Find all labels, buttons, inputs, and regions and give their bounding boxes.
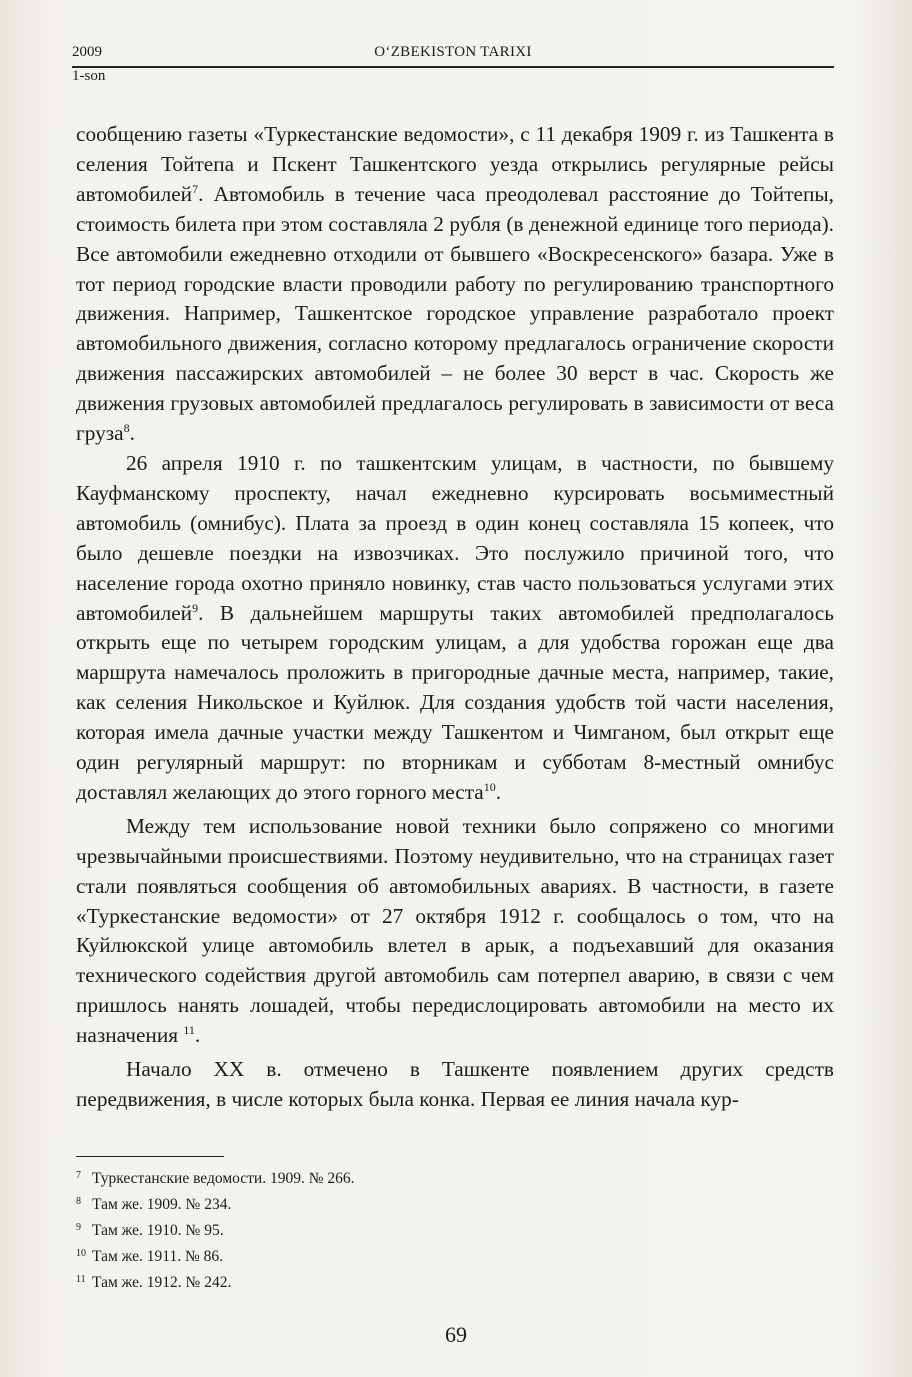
text-run: . bbox=[129, 421, 135, 446]
text-run: . В дальнейшем маршруты таких автомобилей предполагалось открыть еще по четырем городским улицам, а для удобства горожан еще два маршрута намечалось проложить в пригородные дачные места, например, такие, как селения Никольское и Куйлюк. Для создания удобств той части населения, которая имела дачные участки между Ташкентом и Чимганом, был открыт еще один регулярный маршрут: по вторникам и субботам 8-местный омнибус доставлял желающих до этого горного места bbox=[76, 600, 834, 804]
footnote-text: Там же. 1911. № 86. bbox=[92, 1248, 223, 1265]
footnote-ref: 11 bbox=[183, 1023, 195, 1038]
text-run: 26 апреля 1910 г. по ташкентским улицам, в частности, по бывшему Кауфманскому проспекту, начал ежедневно курсировать восьмиместный автомобиль (омнибус). Плата за проезд в один конец составляла 15 копеек, что было дешевле поездки на извозчиках. Это послужило причиной того, что население города охотно приняло новинку, став часто пользоваться услугами этих автомобилей bbox=[76, 450, 834, 625]
paragraph bbox=[76, 449, 834, 808]
footnote bbox=[76, 1190, 676, 1216]
text-run: сообщению газеты «Туркестанские ведомости», с 11 декабря 1909 г. из Ташкента в селения Тойтепа и Пскент Ташкентского уезда открылись регулярные рейсы автомобилей bbox=[76, 122, 834, 206]
footnote-ref: 10 bbox=[483, 779, 496, 794]
footnote-number: 8 bbox=[76, 1196, 81, 1207]
article-body bbox=[76, 120, 834, 1115]
paragraph bbox=[76, 812, 834, 1051]
header-issue: 1-son bbox=[72, 68, 106, 84]
footnote bbox=[76, 1268, 676, 1294]
footnote-rule bbox=[76, 1156, 224, 1157]
footnote bbox=[76, 1242, 676, 1268]
footnotes bbox=[76, 1164, 676, 1294]
text-run: Начало XX в. отмечено в Ташкенте появлением других средств передвижения, в числе которых была конка. Первая ее линия начала кур- bbox=[76, 1057, 834, 1111]
footnote-number: 9 bbox=[76, 1222, 81, 1233]
footnote bbox=[76, 1216, 676, 1242]
footnote-number: 10 bbox=[76, 1248, 86, 1259]
footnote-text: Там же. 1912. № 242. bbox=[92, 1274, 232, 1291]
footnote-ref: 9 bbox=[192, 600, 199, 615]
footnote-number: 11 bbox=[76, 1274, 86, 1285]
text-run: . Автомобиль в течение часа преодолевал расстояние до Тойтепы, стоимость билета при этом составляла 2 рубля (в денежной единице того периода). Все автомобили ежедневно отходили от бывшего «Воскресенского» базара. Уже в тот период городские власти проводили работу по регулированию транспортного движения. Например, Ташкентское городское управление разработало проект автомобильного движения, согласно которому предлагалось ограничение скорости движения пассажирских автомобилей – не более 30 верст в час. Скорость же движения грузовых автомобилей предлагалось регулировать в зависимости от веса груза bbox=[76, 181, 834, 446]
text-run: . bbox=[194, 1023, 201, 1048]
text-run: . bbox=[495, 779, 502, 804]
header-year: 2009 bbox=[72, 44, 102, 60]
header-rule bbox=[72, 66, 834, 68]
page-number: 69 bbox=[445, 1322, 467, 1347]
footnote-text: Там же. 1910. № 95. bbox=[92, 1222, 224, 1239]
footnote-text: Туркестанские ведомости. 1909. № 266. bbox=[92, 1170, 355, 1187]
text-run: Между тем использование новой техники было сопряжено со многими чрезвычайными происшествиями. Поэтому неудивительно, что на страницах газет стали появляться сообщения об автомобильных авариях. В частности, в газете «Туркестанские ведомости» от 27 октября 1912 г. сообщалось о том, что на Куйлюкской улице автомобиль влетел в арык, а подъехавший для оказания технического содействия другой автомобиль сам потерпел аварию, в связи с чем пришлось нанять лошадей, чтобы передислоцировать автомобили на место их назначения bbox=[76, 813, 834, 1048]
footnote-ref: 8 bbox=[123, 421, 130, 436]
footnote-ref: 7 bbox=[192, 181, 199, 196]
header-journal-title: O‘ZBEKISTON TARIXI bbox=[374, 44, 532, 60]
running-header bbox=[72, 44, 834, 84]
footnote bbox=[76, 1164, 676, 1190]
footnote-number: 7 bbox=[76, 1170, 81, 1181]
paragraph bbox=[76, 120, 834, 449]
footnote-text: Там же. 1909. № 234. bbox=[92, 1196, 232, 1213]
paragraph bbox=[76, 1055, 834, 1115]
